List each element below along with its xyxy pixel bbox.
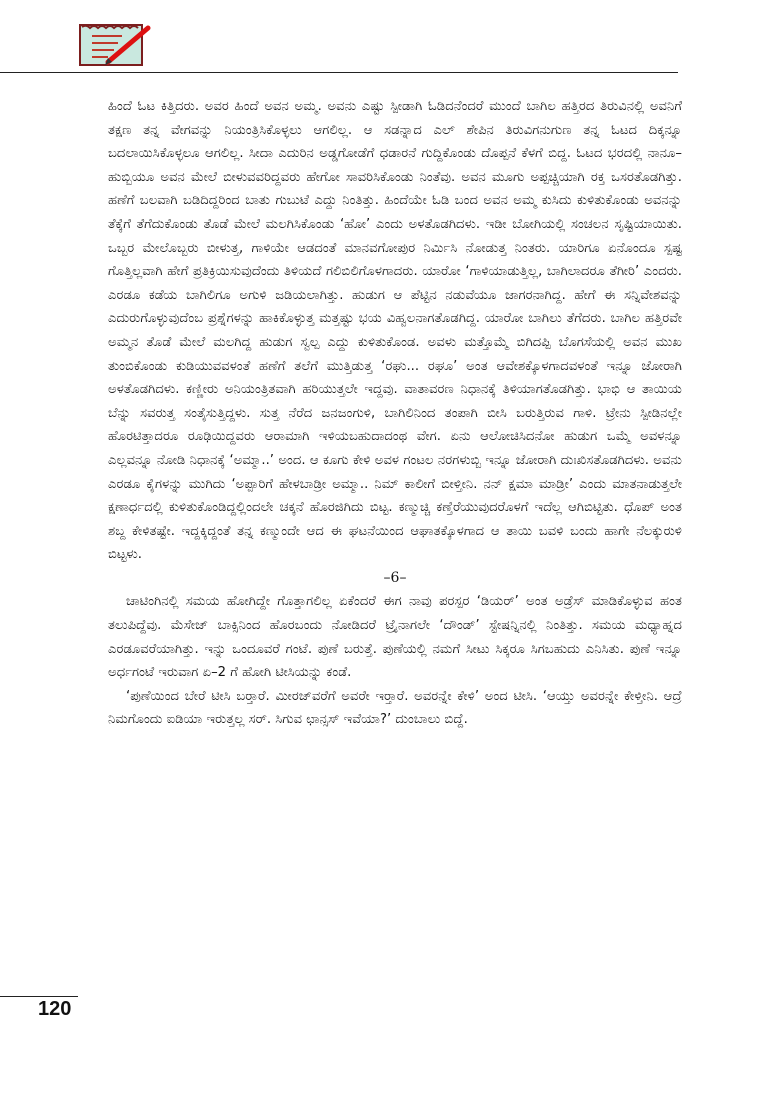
body-text — [108, 95, 682, 732]
footer-rule — [0, 996, 78, 997]
paragraph: ‘ಪುಣೆಯಿಂದ ಬೇರೆ ಟೀಸಿ ಬರ‍್ತಾರೆ. ಮೀರಜ್‌ವರೆಗೆ ಅವರೇ ಇರ‍್ತಾರೆ. ಅವರನ್ನೇ ಕೇಳಿ’ ಅಂದ ಟೀಸಿ. ‘ಆಯ್ತು ಅವರನ್ನೇ ಕೇಳ್ತೀನಿ. ಆದ್ರೆ ನಿಮಗೊಂದು ಐಡಿಯಾ ಇರುತ್ತಲ್ಲ ಸರ್. ಸಿಗುವ ಛಾನ್ಸಸ್ ಇವೆಯಾ?’ ದುಂಬಾಲು ಬಿದ್ದೆ. — [108, 688, 682, 728]
page-number: 120 — [38, 998, 72, 1020]
notebook-pen-icon — [78, 22, 152, 68]
header-rule — [0, 72, 678, 73]
section-marker: –6– — [383, 569, 407, 586]
paragraph: ಹಿಂದೆ ಓಟ ಕಿತ್ತಿದರು. ಅವರ ಹಿಂದೆ ಅವನ ಅಮ್ಮ. ಅವನು ಎಷ್ಟು ಸ್ಪೀಡಾಗಿ ಓಡಿದನೆಂದರೆ ಮುಂದೆ ಬಾಗಿಲ ಹತ್ತಿರದ ತಿರುವಿನಲ್ಲಿ ಅವನಿಗೆ ತಕ್ಷಣ ತನ್ನ ವೇಗವನ್ನು ನಿಯಂತ್ರಿಸಿಕೊಳ್ಳಲು ಆಗಲಿಲ್ಲ. ಆ ಸಡನ್ನಾದ ಎಲ್ ಶೇಪಿನ ತಿರುವಿಗನುಗುಣ ತನ್ನ ಓಟದ ದಿಕ್ಕನ್ನೂ ಬದಲಾಯಿಸಿಕೊಳ್ಳಲೂ ಆಗಲಿಲ್ಲ. ಸೀದಾ ಎದುರಿನ ಅಡ್ಡಗೋಡೆಗೆ ಧಡಾರನೆ ಗುದ್ದಿಕೊಂಡು ದೊಪ್ಪನೆ ಕೆಳಗೆ ಬಿದ್ದ. ಓಟದ ಭರದಲ್ಲಿ ನಾನೂ–ಹುಬ್ಬಿಯೂ ಅವನ ಮೇಲೆ ಬೀಳುವವರಿದ್ದವರು ಹೇಗೋ ಸಾವರಿಸಿಕೊಂಡು ನಿಂತೆವು. ಅವನ ಮೂಗು ಅಪ್ಪಚ್ಚಿಯಾಗಿ ರಕ್ತ ಒಸರತೊಡಗಿತ್ತು. ಹಣೆಗೆ ಬಲವಾಗಿ ಬಡಿದಿದ್ದರಿಂದ ಬಾತು ಗುಬುಟೆ ಎದ್ದು ನಿಂತಿತ್ತು. ಹಿಂದೆಯೇ ಓಡಿ ಬಂದ ಅವನ ಅಮ್ಮ ಕುಸಿದು ಕುಳಿತುಕೊಂಡು ಅವನನ್ನು ತೆಕ್ಕೆಗೆ ತೆಗೆದುಕೊಂಡು ತೊಡೆ ಮೇಲೆ ಮಲಗಿಸಿಕೊಂಡು ‘ಹೋ’ ಎಂದು ಅಳತೊಡಗಿದಳು. ಇಡೀ ಬೋಗಿಯಲ್ಲಿ ಸಂಚಲನ ಸೃಷ್ಟಿಯಾಯಿತು. ಒಬ್ಬರ ಮೇಲೊಬ್ಬರು ಬೀಳುತ್ತ, ಗಾಳಿಯೇ ಆಡದಂತೆ ಮಾನವಗೋಪುರ ನಿರ್ಮಿಸಿ ನೋಡುತ್ತ ನಿಂತರು. ಯಾರಿಗೂ ಏನೊಂದೂ ಸ್ಪಷ್ಟ ಗೊತ್ತಿಲ್ಲವಾಗಿ ಹೇಗೆ ಪ್ರತಿಕ್ರಿಯಿಸುವುದೆಂದು ತಿಳಿಯದೆ ಗಲಿಬಿಲಿಗೊಳಗಾದರು. ಯಾರೋ ‘ಗಾಳಿಯಾಡುತ್ತಿಲ್ಲ, ಬಾಗಿಲಾದರೂ ತೆಗೀರಿ’ ಎಂದರು. ಎರಡೂ ಕಡೆಯ ಬಾಗಿಲಿಗೂ ಅಗುಳಿ ಜಡಿಯಲಾಗಿತ್ತು. ಹುಡುಗ ಆ ಪೆಟ್ಟಿನ ನಡುವೆಯೂ ಜಾಗರನಾಗಿದ್ದ. ಹೇಗೆ ಈ ಸನ್ನಿವೇಶವನ್ನು ಎದುರುಗೊಳ್ಳುವುದೆಂಬ ಪ್ರಶ್ನೆಗಳನ್ನು ಹಾಕಿಕೊಳ್ಳುತ್ತ ಮತ್ತಷ್ಟು ಭಯ ವಿಹ್ವಲನಾಗತೊಡಗಿದ್ದ. ಯಾರೋ ಬಾಗಿಲು ತೆಗೆದರು. ಬಾಗಿಲ ಹತ್ತಿರವೇ ಅಮ್ಮನ ತೊಡೆ ಮೇಲೆ ಮಲಗಿದ್ದ ಹುಡುಗ ಸ್ವಲ್ಪ ಎದ್ದು ಕುಳಿತುಕೊಂಡ. ಅವಳು ಮತ್ತೊಮ್ಮೆ ಬಿಗಿದಪ್ಪಿ ಬೊಗಸೆಯಲ್ಲಿ ಅವನ ಮುಖ ತುಂಬಿಕೊಂಡು ಕುಡಿಯುವವಳಂತೆ ಹಣೆಗೆ ತಲೆಗೆ ಮುತ್ತಿಡುತ್ತ ‘ರಘು... ರಘೂ’ ಅಂತ ಆವೇಶಕ್ಕೊಳಗಾದವಳಂತೆ ಇನ್ನೂ ಜೋರಾಗಿ ಅಳತೊಡಗಿದಳು. ಕಣ್ಣೀರು ಅನಿಯಂತ್ರಿತವಾಗಿ ಹರಿಯುತ್ತಲೇ ಇದ್ದವು. ವಾತಾವರಣ ನಿಧಾನಕ್ಕೆ ತಿಳಿಯಾಗತೊಡಗಿತ್ತು. ಭಾಭಿ ಆ ತಾಯಿಯ ಬೆನ್ನು ಸವರುತ್ತ ಸಂತೈಸುತ್ತಿದ್ದಳು. ಸುತ್ತ ನೆರೆದ ಜನಜಂಗುಳಿ, ಬಾಗಿಲಿನಿಂದ ತಂಪಾಗಿ ಬೀಸಿ ಬರುತ್ತಿರುವ ಗಾಳಿ. ಟ್ರೇನು ಸ್ಪೀಡಿನಲ್ಲೇ ಹೊರಟಿತ್ತಾದರೂ ರೂಢಿಯಿದ್ದವರು ಆರಾಮಾಗಿ ಇಳಿಯಬಹುದಾದಂಥ ವೇಗ. ಏನು ಆಲೋಚಿಸಿದನೋ ಹುಡುಗ ಒಮ್ಮೆ ಅವಳನ್ನೂ ಎಲ್ಲವನ್ನೂ ನೋಡಿ ನಿಧಾನಕ್ಕೆ ‘ಅಮ್ಮಾ..’ ಅಂದ. ಆ ಕೂಗು ಕೇಳಿ ಅವಳ ಗಂಟಲ ನರಗಳುಬ್ಬಿ ಇನ್ನೂ ಜೋರಾಗಿ ದುಃಖಿಸತೊಡಗಿದಳು. ಅವನು ಎರಡೂ ಕೈಗಳನ್ನು ಮುಗಿದು ‘ಅಪ್ಪಾರಿಗೆ ಹೇಳಬಾಡ್ರೀ ಅಮ್ಮಾ.. ನಿಮ್ ಕಾಲೀಗೆ ಬೀಳ್ತೀನಿ. ನನ್ ಕ್ಷಮಾ ಮಾಡ್ರೀ’ ಎಂದು ಮಾತನಾಡುತ್ತಲೇ ಕ್ಷಣಾರ್ಧದಲ್ಲಿ ಕುಳಿತುಕೊಂಡಿದ್ದಲ್ಲಿಂದಲೇ ಚಕ್ಕನೆ ಹೊರಜಿಗಿದು ಬಿಟ್ಟ. ಕಣ್ಮುಚ್ಚಿ ಕಣ್ತೆರೆಯುವುದರೊಳಗೆ ಇದೆಲ್ಲ ಆಗಿಬಿಟ್ಟಿತು. ಧೊಪ್ ಅಂತ ಶಬ್ದ ಕೇಳಿತಷ್ಟೇ. ಇದ್ದಕ್ಕಿದ್ದಂತೆ ತನ್ನ ಕಣ್ಮುಂದೇ ಆದ ಈ ಘಟನೆಯಿಂದ ಆಘಾತಕ್ಕೊಳಗಾದ ಆ ತಾಯಿ ಬವಳಿ ಬಂದು ಹಾಗೇ ನೆಲಕ್ಕುರುಳಿ ಬಿಟ್ಟಳು. — [108, 99, 682, 563]
paragraph: ಚಾಟಿಂಗಿನಲ್ಲಿ ಸಮಯ ಹೋಗಿದ್ದೇ ಗೊತ್ತಾಗಲಿಲ್ಲ ಏಕೆಂದರೆ ಈಗ ನಾವು ಪರಸ್ಪರ ‘ಡಿಯರ್’ ಅಂತ ಅಡ್ರೆಸ್ ಮಾಡಿಕೊಳ್ಳುವ ಹಂತ ತಲುಪಿದ್ದೆವು. ಮೆಸೇಜ್ ಬಾಕ್ಸಿನಿಂದ ಹೊರಬಂದು ನೋಡಿದರೆ ಟ್ರೈನಾಗಲೇ ‘ದೌಂಡ್’ ಸ್ಟೇಷನ್ನಿನಲ್ಲಿ ನಿಂತಿತ್ತು. ಸಮಯ ಮಧ್ಯಾಹ್ನದ ಎರಡೂವರೆಯಾಗಿತ್ತು. ಇನ್ನು ಒಂದೂವರೆ ಗಂಟೆ. ಪುಣೆ ಬರುತ್ತೆ. ಪುಣೆಯಲ್ಲಿ ನಮಗೆ ಸೀಟು ಸಿಕ್ಕರೂ ಸಿಗಬಹುದು ಎನಿಸಿತು. ಪುಣೆ ಇನ್ನೂ ಅರ್ಧಗಂಟೆ ಇರುವಾಗ ಏ–2 ಗೆ ಹೋಗಿ ಟೀಸಿಯನ್ನು ಕಂಡೆ. — [108, 594, 682, 681]
